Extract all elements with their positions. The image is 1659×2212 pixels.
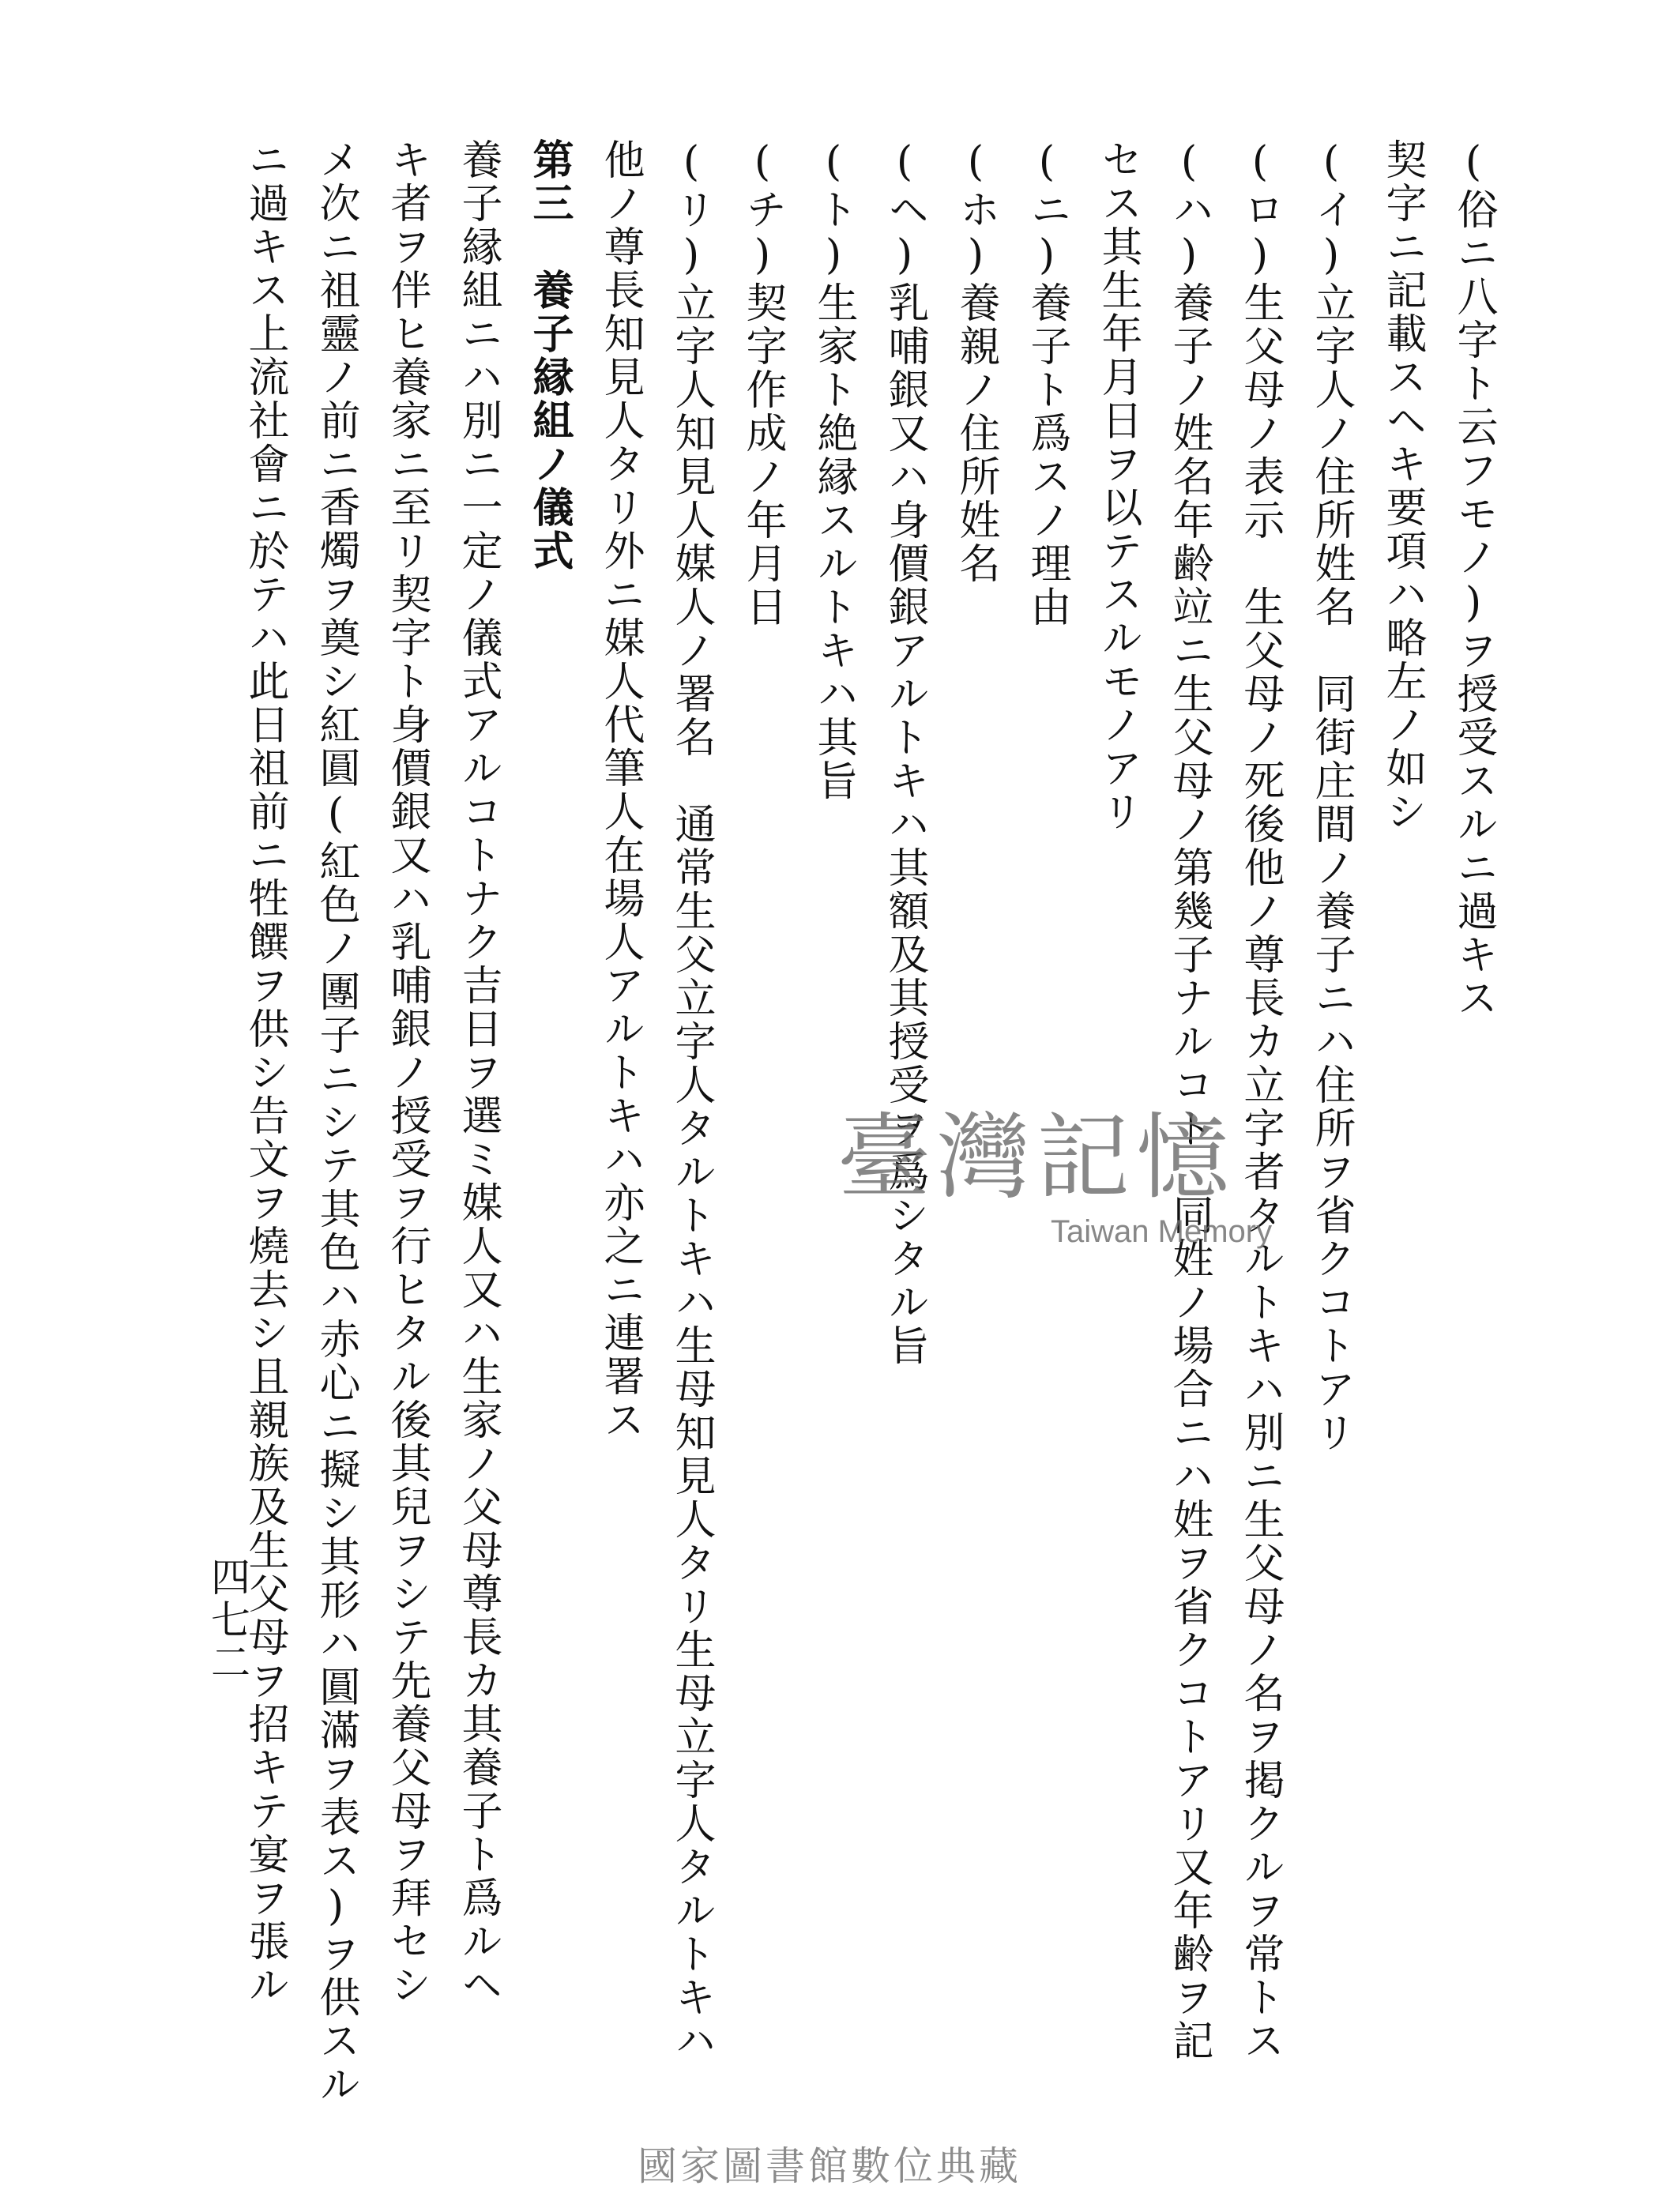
text-column-2: 契字ニ記載スヘキ要項ハ略左ノ如シ xyxy=(1379,138,1426,833)
vertical-text-body xyxy=(229,138,1509,2106)
text-column-6: セス其生年月日ヲ以テスルモノアリ xyxy=(1094,138,1142,833)
watermark-chinese: 臺灣記憶 xyxy=(837,1103,1236,1212)
watermark-english: Taiwan Memory xyxy=(1051,1214,1273,1249)
section-heading: 第三 養子縁組ノ儀式 xyxy=(525,138,574,573)
text-column-5: (ハ)養子ノ姓名年齢竝ニ生父母ノ第幾子ナルコト 同姓ノ場合ニハ姓ヲ省クコトアリ又年齢ヲ記 xyxy=(1165,138,1213,2063)
text-column-16: キ者ヲ伴ヒ養家ニ至リ契字ト身價銀又ハ乳哺銀ノ授受ヲ行ヒタル後其兒ヲシテ先養父母ヲ拜セシ xyxy=(383,138,431,2007)
text-column-9: (ヘ)乳哺銀又ハ身價銀アルトキハ其額及其授受ヲ爲シタル旨 xyxy=(881,138,928,1367)
text-column-15: 養子縁組ニハ別ニ一定ノ儀式アルコトナク吉日ヲ選ミ媒人又ハ生家ノ父母尊長カ其養子ト爲ルヘ xyxy=(454,138,502,2007)
text-column-8: (ホ)養親ノ住所姓名 xyxy=(952,138,999,585)
page-number: 四七二 xyxy=(205,1556,250,1684)
footer-credit: 國家圖書館數位典藏 xyxy=(638,2143,1021,2189)
text-column-3: (イ)立字人ノ住所姓名 同街庄間ノ養子ニハ住所ヲ省クコトアリ xyxy=(1307,138,1355,1454)
text-column-4: (ロ)生父母ノ表示 生父母ノ死後他ノ尊長カ立字者タルトキハ別ニ生父母ノ名ヲ掲クルヲ常トス xyxy=(1236,138,1284,2063)
text-column-13: 他ノ尊長知見人タリ外ニ媒人代筆人在場人アルトキハ亦之ニ連署ス xyxy=(596,138,644,1442)
text-column-10: (ト)生家ト絶縁スルトキハ其旨 xyxy=(810,138,857,803)
text-column-7: (ニ)養子ト爲スノ理由 xyxy=(1023,138,1070,629)
watermark-logo xyxy=(837,1102,1273,1276)
text-column-1: (俗ニ八字ト云フモノ)ヲ授受スルニ過キス xyxy=(1450,138,1497,1020)
text-column-18: ニ過キス上流社會ニ於テハ此日祖前ニ牲饌ヲ供シ告文ヲ燒去シ且親族及生父母ヲ招キテ宴ヲ張ル xyxy=(241,138,288,2007)
text-column-12: (リ)立字人知見人媒人ノ署名 通常生父立字人タルトキハ生母知見人タリ生母立字人タルトキハ xyxy=(668,138,715,2063)
text-column-17: メ次ニ祖靈ノ前ニ香燭ヲ奠シ紅圓(紅色ノ團子ニシテ其色ハ赤心ニ擬シ其形ハ圓滿ヲ表ス)ヲ供スル xyxy=(312,138,359,2106)
text-column-11: (チ)契字作成ノ年月日 xyxy=(739,138,786,629)
